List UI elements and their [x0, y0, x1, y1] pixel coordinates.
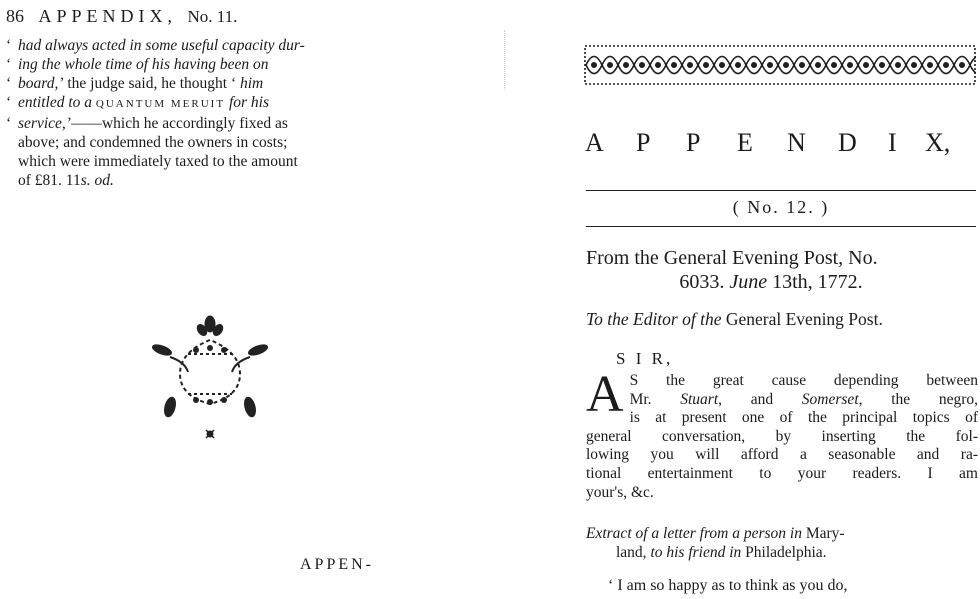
band-knot: [623, 62, 629, 68]
band-knot: [831, 62, 837, 68]
running-title: APPENDIX,: [38, 6, 178, 26]
text-segment: of £81. 11: [18, 172, 81, 189]
paragraph-line: [586, 446, 978, 465]
text-segment: land,: [616, 544, 651, 561]
extract-line: [586, 543, 978, 562]
title-letter: D: [838, 128, 857, 157]
quote-mark: ‘: [6, 94, 12, 111]
text-segment: lowing you will afford a seasonable and ra-: [586, 446, 978, 464]
band-knot: [671, 62, 677, 68]
band-knot: [847, 62, 853, 68]
band-knot: [655, 62, 661, 68]
text-segment: your's, &c.: [586, 483, 654, 501]
text-segment: Mr.: [629, 390, 681, 408]
left-page-header: [6, 6, 237, 27]
text-segment: the judge said, he thought ‘: [63, 75, 240, 92]
title-letter: P: [686, 128, 701, 157]
text-segment: , the negro,: [858, 390, 978, 408]
text-segment: general conversation, by inserting the fol-: [586, 427, 978, 445]
paragraph-line: [586, 372, 978, 391]
quote-mark: ‘: [6, 37, 12, 54]
text-segment: entitled to a: [18, 94, 96, 111]
title-letter: I: [888, 128, 897, 157]
text-segment: tional entertainment to your readers. I am: [586, 464, 978, 482]
newspaper-name: General Evening Post.: [725, 309, 883, 329]
band-knot: [783, 62, 789, 68]
ornamental-band-icon: [584, 42, 976, 88]
text-line: [6, 152, 401, 171]
band-knot: [751, 62, 757, 68]
text-segment: for his: [225, 94, 269, 111]
text-line: [6, 93, 401, 114]
band-knot: [799, 62, 805, 68]
drop-cap: A: [586, 366, 624, 423]
quote-mark: ‘: [6, 56, 12, 73]
letter-paragraph: [586, 366, 978, 502]
text-line: [6, 55, 401, 74]
band-knot: [703, 62, 709, 68]
text-segment: Somerset: [801, 390, 859, 408]
text-segment: Stuart: [680, 390, 719, 408]
band-knot: [815, 62, 821, 68]
text-segment: Philadelphia.: [745, 544, 827, 561]
text-line: [6, 114, 401, 133]
text-segment: above; and condemned the owners in costs;: [18, 134, 288, 151]
letter-continuation: ‘ I am so happy as to think as you do,: [608, 577, 848, 594]
text-segment: ing the whole time of his having been on: [18, 56, 269, 73]
text-segment: had always acted in some useful capacity dur-: [18, 37, 305, 54]
band-knot: [767, 62, 773, 68]
catchword: APPEN-: [300, 556, 375, 573]
text-line: [6, 133, 401, 152]
band-knot: [591, 62, 597, 68]
paragraph-line: [586, 391, 978, 410]
paragraph-line: [586, 428, 978, 447]
source-line-2: [586, 270, 980, 294]
band-knot: [959, 62, 965, 68]
text-segment: , and: [718, 390, 802, 408]
extract-heading: [586, 524, 978, 562]
title-letter: X,: [925, 128, 951, 157]
title-letter: A: [585, 128, 604, 157]
band-knot: [863, 62, 869, 68]
text-segment: to his friend in: [650, 544, 746, 561]
text-line: [6, 74, 401, 93]
rule-top: [586, 190, 976, 191]
text-segment: is at present one of the principal topics of: [629, 409, 978, 427]
source-citation: [586, 246, 980, 294]
date-month: June: [729, 271, 768, 293]
salutation: S I R,: [616, 349, 674, 368]
paragraph-line: [586, 484, 978, 503]
quote-mark: ‘: [6, 115, 12, 132]
text-segment: s.: [80, 172, 91, 189]
address-line: [586, 309, 980, 330]
title-letter: N: [787, 128, 806, 157]
text-segment: which were immediately taxed to the amount: [18, 153, 298, 170]
title-letter: E: [737, 128, 753, 157]
band-knot: [943, 62, 949, 68]
text-segment: od.: [94, 172, 114, 189]
text-segment: him: [240, 75, 264, 92]
quote-mark: ‘: [6, 75, 12, 92]
band-knot: [927, 62, 933, 68]
band-knot: [719, 62, 725, 68]
left-page-text: [6, 36, 401, 190]
right-page: [500, 0, 980, 599]
text-line: [6, 171, 401, 190]
text-segment: board,’: [18, 75, 64, 92]
text-segment: Extract of a letter from a person in: [586, 525, 806, 542]
date-rest: 13th, 1772.: [767, 271, 863, 293]
band-knot: [639, 62, 645, 68]
source-line-1: From the General Evening Post, No.: [586, 247, 878, 269]
band-knot: [879, 62, 885, 68]
paragraph-line: [586, 409, 978, 428]
band-knot: [687, 62, 693, 68]
text-segment: S the great cause depending between: [629, 372, 978, 389]
title-letter: P: [636, 128, 651, 157]
text-line: [6, 36, 401, 55]
rule-bottom: [586, 226, 976, 227]
appendix-number: ( No. 12. ): [732, 197, 830, 217]
text-segment: service,’: [18, 115, 71, 132]
issue-number: 6033.: [679, 271, 730, 293]
text-segment: Mary-: [805, 525, 845, 542]
extract-line: [586, 524, 978, 543]
band-knot: [895, 62, 901, 68]
band-knot: [735, 62, 741, 68]
floral-ornament-icon: [140, 312, 280, 442]
paragraph-line: [586, 465, 978, 484]
text-segment: QUANTUM MERUIT: [95, 98, 226, 110]
band-knot: [911, 62, 917, 68]
band-knot: [607, 62, 613, 68]
page-number: 86: [6, 6, 24, 26]
text-segment: ——which he accordingly fixed as: [70, 115, 288, 132]
appendix-number: No. 11.: [187, 7, 238, 26]
address-prefix: To the Editor of the: [586, 309, 726, 329]
